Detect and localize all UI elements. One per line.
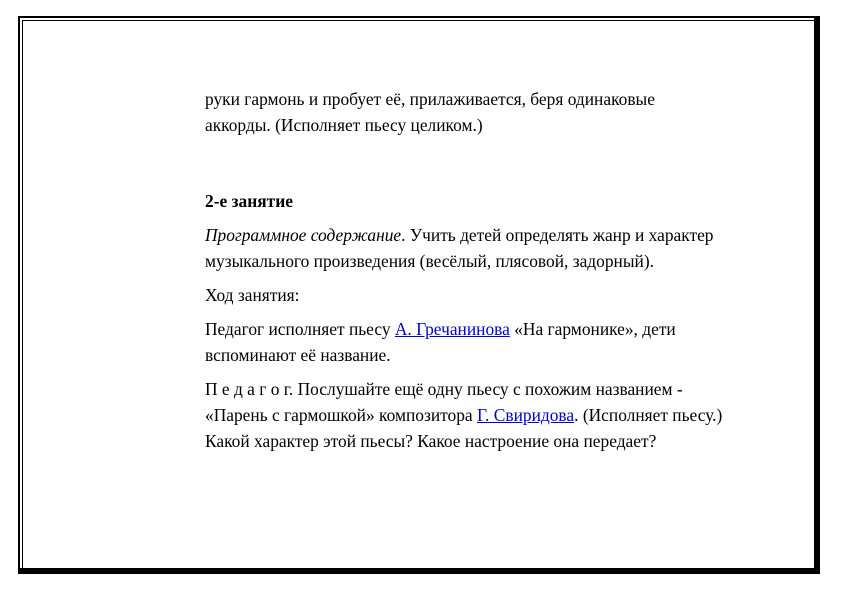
sviridov-link[interactable]: Г. Свиридова <box>476 405 575 425</box>
teacher-plays-paragraph <box>205 316 725 368</box>
grechaninov-link[interactable]: А. Гречанинова <box>394 319 510 339</box>
teacher-speech-paragraph <box>205 376 725 454</box>
intro-paragraph: руки гармонь и пробует её, прилаживается, беря одинаковые аккорды. (Исполняет пьесу целиком.) <box>205 89 655 135</box>
lesson-heading: 2-е занятие <box>205 191 293 211</box>
teacher-plays-after: «На гармонике», дети вспоминают её название. <box>205 319 676 365</box>
program-text: . Учить детей определять жанр и характер музыкального произведения (весёлый, плясовой, задорный). <box>205 225 714 271</box>
teacher-plays-before: Педагог исполняет пьесу <box>205 319 395 339</box>
document-body <box>205 86 725 454</box>
teacher-speech-before: П е д а г о г. Послушайте ещё одну пьесу с похожим названием - «Парень с гармошкой» композитора <box>205 379 683 425</box>
program-lead: Программное содержание <box>205 225 402 245</box>
program-paragraph <box>205 222 725 274</box>
course-paragraph: Ход занятия: <box>205 285 300 305</box>
teacher-speech-after: . (Исполняет пьесу.) Какой характер этой пьесы? Какое настроение она передает? <box>205 405 723 451</box>
